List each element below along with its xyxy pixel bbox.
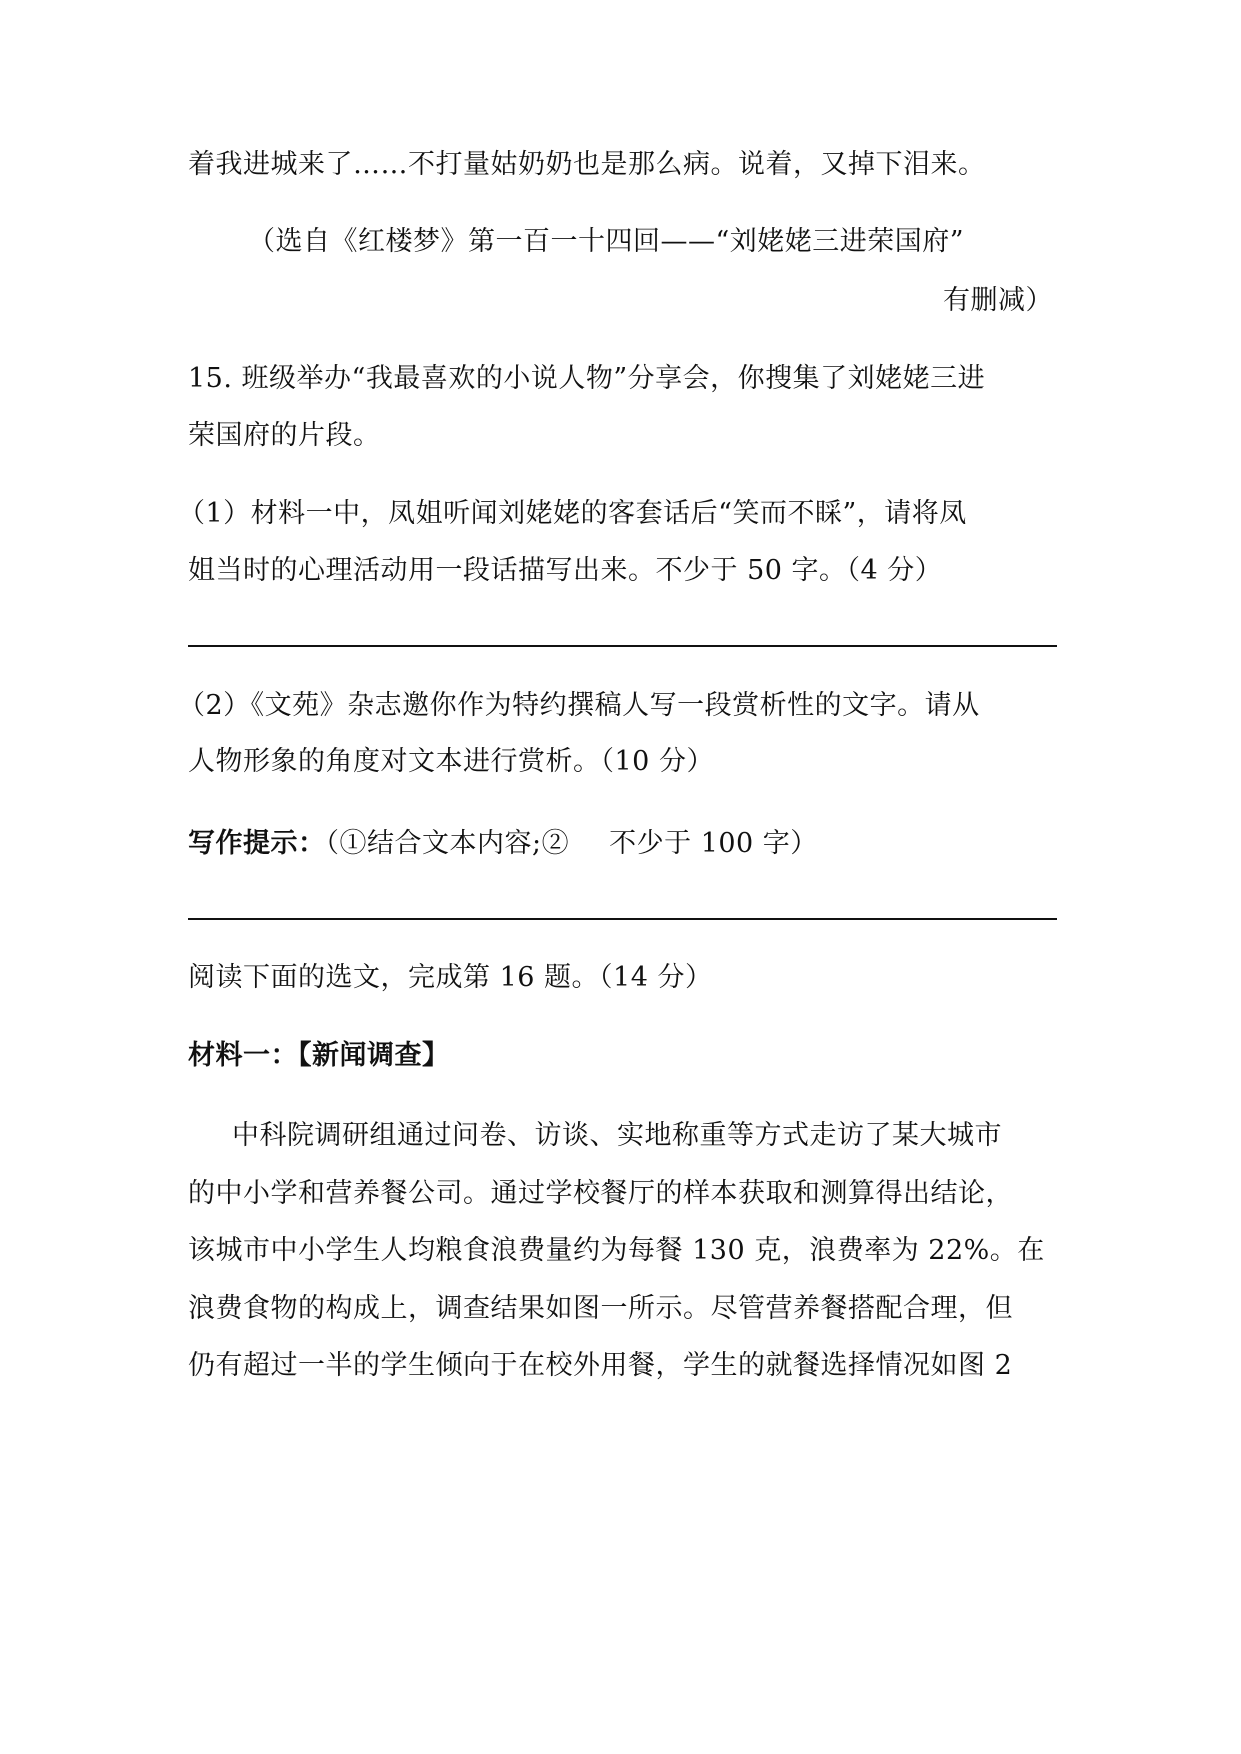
answer-line-1[interactable] [188,645,1057,647]
writing-tip-label: 写作提示： [188,828,326,859]
passage-last-line: 着我进城来了……不打量姑奶奶也是那么病。说着，又掉下泪来。 [188,149,986,180]
question-15-sub1-line1: （1）材料一中，凤姐听闻刘姥姥的客套话后“笑而不睬”，请将凤 [178,498,967,529]
question-15-sub2-line2: 人物形象的角度对文本进行赏析。（10 分） [188,746,714,777]
writing-tip-text-b: 不少于 100 字） [609,828,818,859]
paragraph-line-4: 浪费食物的构成上，调查结果如图一所示。尽管营养餐搭配合理，但 [188,1293,1013,1324]
paragraph-line-1: 中科院调研组通过问卷、访谈、实地称重等方式走访了某大城市 [232,1120,1002,1151]
writing-tip-text-a: （①结合文本内容;② [325,828,570,859]
paragraph-line-2: 的中小学和营养餐公司。通过学校餐厅的样本获取和测算得出结论， [188,1178,1013,1209]
material-heading: 材料一：【新闻调查】 [188,1040,450,1071]
paragraph-line-3: 该城市中小学生人均粮食浪费量约为每餐 130 克，浪费率为 22%。在 [188,1235,1045,1266]
question-15-sub2-line1: （2）《文苑》杂志邀你作为特约撰稿人写一段赏析性的文字。请从 [178,690,980,721]
question-15-stem-line1: 15. 班级举办“我最喜欢的小说人物”分享会，你搜集了刘姥姥三进 [188,363,986,394]
answer-line-2[interactable] [188,918,1057,920]
writing-tip [188,826,818,862]
paragraph-line-5: 仍有超过一半的学生倾向于在校外用餐，学生的就餐选择情况如图 2 [188,1350,1013,1381]
source-citation-line1: （选自《红楼梦》第一百一十四回——“刘姥姥三进荣国府” [248,226,965,257]
question-15-stem-line2: 荣国府的片段。 [188,420,381,451]
question-15-sub1-line2: 姐当时的心理活动用一段话描写出来。不少于 50 字。（4 分） [188,555,943,586]
question-16-intro: 阅读下面的选文，完成第 16 题。（14 分） [188,962,713,993]
source-citation-line2: 有删减） [943,285,1053,316]
